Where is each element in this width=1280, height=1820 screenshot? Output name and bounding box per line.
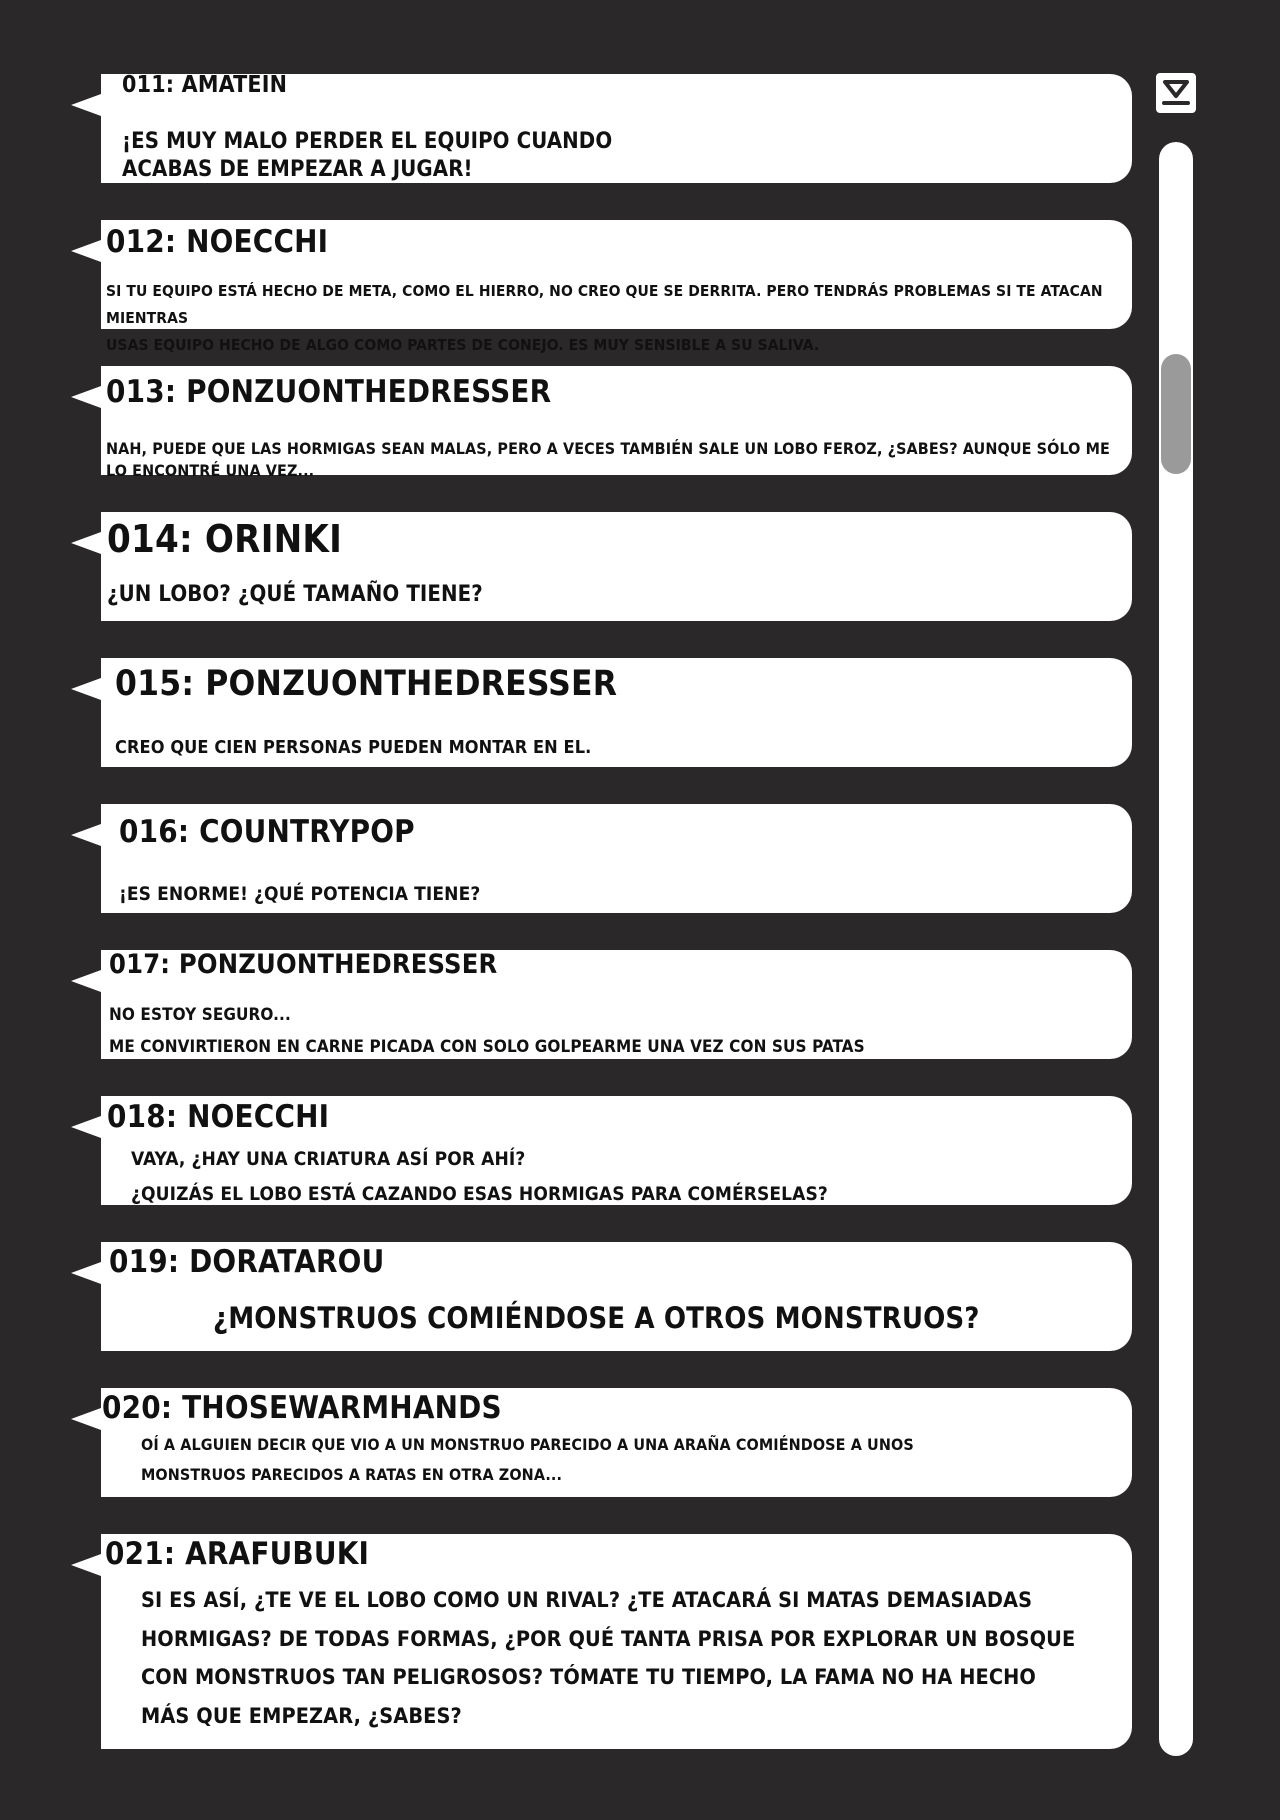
post-021: [101, 1534, 1132, 1749]
jump-to-bottom-button[interactable]: [1153, 70, 1199, 116]
post-020: [101, 1388, 1132, 1497]
post-body: ¿UN LOBO? ¿QUÉ TAMAÑO TIENE?: [107, 582, 483, 607]
post-body: SI TU EQUIPO ESTÁ HECHO DE META, COMO EL HIERRO, NO CREO QUE SE DERRITA. PERO TENDRÁS PROBLEMAS SI TE ATACAN MIENTRAS USAS EQUIPO HECHO DE ALGO COMO PARTES DE CONEJO. ES MUY SENSIBLE A SU SALIVA.: [106, 282, 1103, 354]
post-body: SI ES ASÍ, ¿TE VE EL LOBO COMO UN RIVAL? ¿TE ATACARÁ SI MATAS DEMASIADAS HORMIGAS? DE TODAS FORMAS, ¿POR QUÉ TANTA PRISA POR EXPLORAR UN BOSQUE CON MONSTRUOS TAN PELIGROSOS? TÓMATE TU TIEMPO, LA FAMA NO HA HECHO MÁS QUE EMPEZAR, ¿SABES?: [141, 1588, 1076, 1729]
post-body: CREO QUE CIEN PERSONAS PUEDEN MONTAR EN EL.: [115, 737, 592, 758]
post-header: 012: NOECCHI: [106, 224, 329, 260]
post-header: 013: PONZUONTHEDRESSER: [106, 374, 552, 410]
post-013: [101, 366, 1132, 480]
post-011: [101, 74, 1132, 183]
scrollbar-thumb[interactable]: [1161, 354, 1191, 474]
post-016: [101, 804, 1132, 913]
post-body: ¡ES ENORME! ¿QUÉ POTENCIA TIENE?: [119, 883, 481, 905]
post-header: 017: PONZUONTHEDRESSER: [109, 949, 498, 980]
post-014: [101, 512, 1132, 621]
post-body: ¡ES MUY MALO PERDER EL EQUIPO CUANDO ACABAS DE EMPEZAR A JUGAR!: [122, 129, 613, 182]
post-header: 018: NOECCHI: [107, 1099, 330, 1135]
post-header: 020: THOSEWARMHANDS: [102, 1390, 502, 1426]
post-018: [101, 1096, 1132, 1205]
post-header: 021: ARAFUBUKI: [105, 1536, 370, 1572]
post-body: OÍ A ALGUIEN DECIR QUE VIO A UN MONSTRUO PARECIDO A UNA ARAÑA COMIÉNDOSE A UNOS MONSTRUOS PARECIDOS A RATAS EN OTRA ZONA...: [141, 1435, 914, 1484]
post-header: 019: DORATAROU: [109, 1244, 385, 1280]
post-body: NAH, PUEDE QUE LAS HORMIGAS SEAN MALAS, PERO A VECES TAMBIÉN SALE UN LOBO FEROZ, ¿SABES? AUNQUE SÓLO ME LO ENCONTRÉ UNA VEZ...: [106, 439, 1110, 480]
post-017: [101, 950, 1132, 1059]
post-body: NO ESTOY SEGURO... ME CONVIRTIERON EN CARNE PICADA CON SOLO GOLPEARME UNA VEZ CON SUS PATAS: [109, 1005, 865, 1057]
jump-to-bottom-icon: [1156, 73, 1196, 113]
post-header: 016: COUNTRYPOP: [119, 814, 415, 850]
post-body: ¿MONSTRUOS COMIÉNDOSE A OTROS MONSTRUOS?: [213, 1301, 980, 1335]
post-015: [101, 658, 1132, 767]
post-body: VAYA, ¿HAY UNA CRIATURA ASÍ POR AHÍ? ¿QUIZÁS EL LOBO ESTÁ CAZANDO ESAS HORMIGAS PARA COMÉRSELAS?: [131, 1148, 828, 1205]
post-header: 011: AMATEIN: [122, 72, 288, 98]
post-012: [101, 220, 1132, 354]
post-header: 014: ORINKI: [107, 517, 343, 561]
post-header: 015: PONZUONTHEDRESSER: [115, 664, 618, 704]
post-019: [101, 1242, 1132, 1351]
